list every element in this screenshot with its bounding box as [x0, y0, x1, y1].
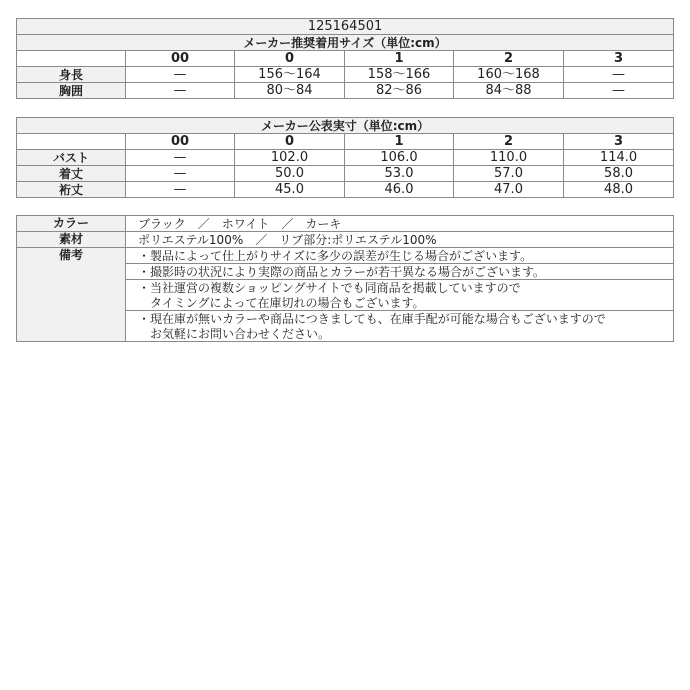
- size-header: 3: [564, 51, 674, 67]
- table-cell: —: [126, 150, 235, 166]
- notes-label: 備考: [17, 248, 126, 342]
- size-header: 2: [454, 134, 564, 150]
- table-row: [17, 67, 674, 83]
- table-cell: 82〜86: [345, 83, 454, 99]
- size-header: 1: [345, 51, 454, 67]
- note-line: ・撮影時の状況により実際の商品とカラーが若干異なる場合がございます。: [126, 264, 674, 280]
- material-value: ポリエステル100% ／ リブ部分:ポリエステル100%: [126, 232, 674, 248]
- note-line: ・当社運営の複数ショッピングサイトでも同商品を掲載していますので: [126, 280, 674, 296]
- table-cell: 45.0: [235, 182, 345, 198]
- table-cell: 156〜164: [235, 67, 345, 83]
- table-cell: —: [126, 182, 235, 198]
- size-header: 3: [564, 134, 674, 150]
- table-cell: 46.0: [345, 182, 454, 198]
- table-row: [17, 83, 674, 99]
- table-cell: —: [564, 67, 674, 83]
- table-cell: 53.0: [345, 166, 454, 182]
- product-details-table: [16, 215, 674, 342]
- table-cell: 106.0: [345, 150, 454, 166]
- row-label-sleeve: 裄丈: [17, 182, 126, 198]
- recommended-size-title: メーカー推奨着用サイズ（単位:cm）: [17, 35, 674, 51]
- table-cell: 160〜168: [454, 67, 564, 83]
- size-header: 0: [235, 51, 345, 67]
- table-cell: 48.0: [564, 182, 674, 198]
- note-line: お気軽にお問い合わせください。: [126, 326, 674, 342]
- measured-size-table: [16, 117, 674, 198]
- table-cell: 57.0: [454, 166, 564, 182]
- table-row: [17, 232, 674, 248]
- row-label-chest: 胸囲: [17, 83, 126, 99]
- note-line: タイミングによって在庫切れの場合もございます。: [126, 295, 674, 311]
- table-cell: 110.0: [454, 150, 564, 166]
- corner-cell: [17, 134, 126, 150]
- table-cell: —: [126, 166, 235, 182]
- recommended-size-table: [16, 18, 674, 99]
- table-cell: —: [126, 83, 235, 99]
- color-label: カラー: [17, 216, 126, 232]
- table-row: [17, 166, 674, 182]
- row-label-length: 着丈: [17, 166, 126, 182]
- table-cell: 102.0: [235, 150, 345, 166]
- table-row: [17, 248, 674, 264]
- table-cell: 84〜88: [454, 83, 564, 99]
- color-value: ブラック ／ ホワイト ／ カーキ: [126, 216, 674, 232]
- size-header: 00: [126, 134, 235, 150]
- corner-cell: [17, 51, 126, 67]
- size-header: 1: [345, 134, 454, 150]
- table-row: [17, 216, 674, 232]
- material-label: 素材: [17, 232, 126, 248]
- measured-size-title: メーカー公表実寸（単位:cm）: [17, 118, 674, 134]
- note-line: ・製品によって仕上がりサイズに多少の誤差が生じる場合がございます。: [126, 248, 674, 264]
- table-cell: 58.0: [564, 166, 674, 182]
- row-label-height: 身長: [17, 67, 126, 83]
- table-row: [17, 182, 674, 198]
- table-cell: 47.0: [454, 182, 564, 198]
- size-header: 2: [454, 51, 564, 67]
- product-code: 125164501: [17, 19, 674, 35]
- table-cell: —: [564, 83, 674, 99]
- table-row: [17, 150, 674, 166]
- table-cell: —: [126, 67, 235, 83]
- row-label-bust: バスト: [17, 150, 126, 166]
- table-cell: 158〜166: [345, 67, 454, 83]
- size-header: 0: [235, 134, 345, 150]
- size-header: 00: [126, 51, 235, 67]
- table-cell: 114.0: [564, 150, 674, 166]
- note-line: ・現在庫が無いカラーや商品につきましても、在庫手配が可能な場合もございますので: [126, 311, 674, 327]
- table-cell: 50.0: [235, 166, 345, 182]
- table-cell: 80〜84: [235, 83, 345, 99]
